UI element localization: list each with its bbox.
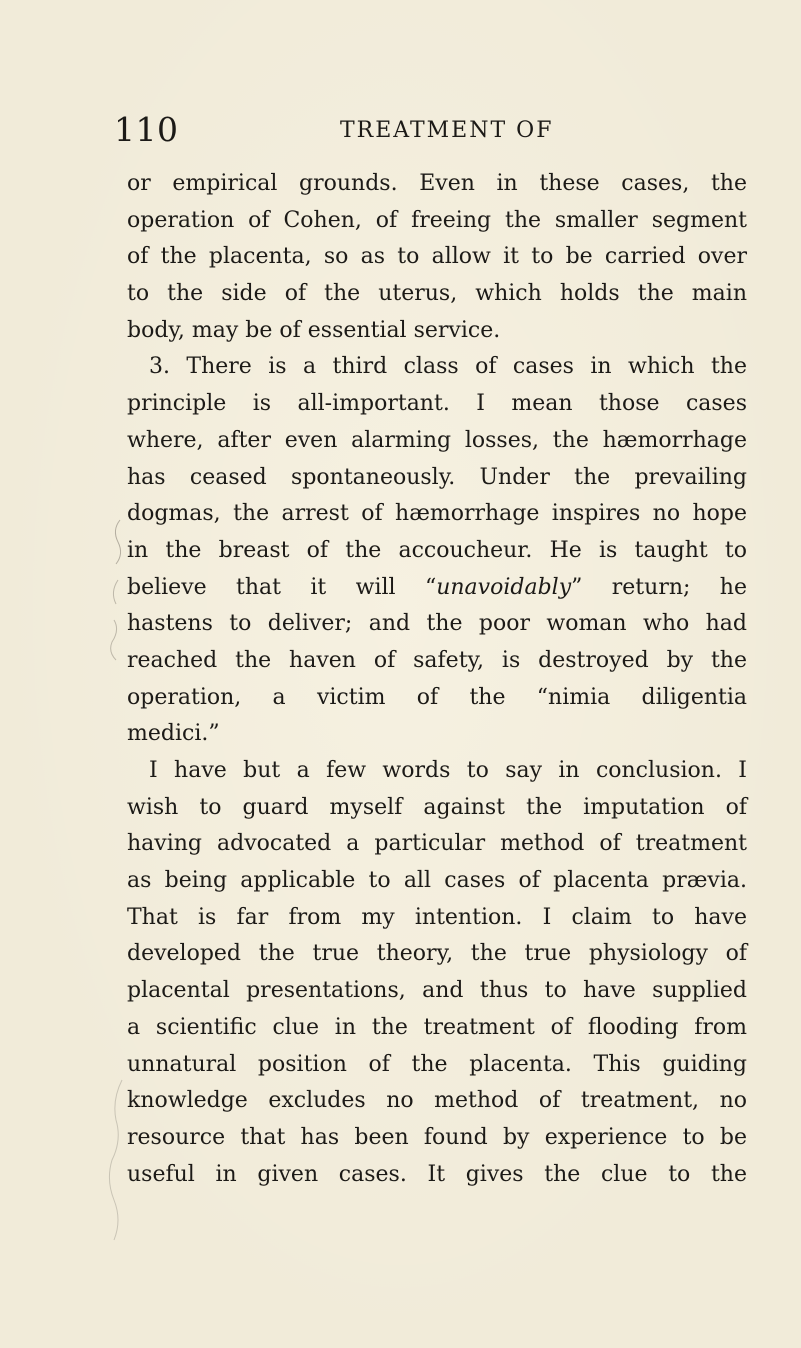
text-line: That is far from my intention. I claim to have — [127, 904, 747, 930]
text-line: has ceased spontaneously. Under the prevailing — [127, 464, 747, 490]
text-line: wish to guard myself against the imputation of — [127, 794, 747, 820]
text-line: where, after even alarming losses, the hæmorrhage — [127, 427, 747, 453]
text-line: or empirical grounds. Even in these cases, the — [127, 171, 747, 196]
text-line: developed the true theory, the true physiology of — [127, 941, 747, 967]
text-line: 3. There is a third class of cases in which the — [149, 354, 747, 380]
text-line: unnatural position of the placenta. This guiding — [127, 1051, 747, 1077]
text-line: I have but a few words to say in conclusion. I — [149, 758, 747, 783]
margin-pencil-marks — [100, 480, 130, 1280]
text-line: having advocated a particular method of treatment — [127, 831, 747, 857]
text-line: a scientific clue in the treatment of flooding from — [127, 1014, 747, 1040]
text-line: as being applicable to all cases of placenta prævia. — [127, 868, 747, 894]
text-line: reached the haven of safety, is destroyed by the — [127, 647, 747, 673]
text-line: hastens to deliver; and the poor woman who had — [127, 611, 747, 637]
text-line: principle is all-important. I mean those cases — [127, 391, 747, 417]
text-line: knowledge excludes no method of treatment, no — [127, 1088, 747, 1114]
italic-word: unavoidably — [436, 574, 572, 600]
text-line: of the placenta, so as to allow it to be carried over — [127, 244, 747, 270]
line-text-after: ” return; he — [571, 574, 747, 600]
text-line: placental presentations, and thus to have supplied — [127, 978, 747, 1004]
text-line: body, may be of essential service. — [127, 317, 501, 343]
text-line-with-italic — [127, 570, 747, 607]
text-line: operation, a victim of the “nimia diligentia — [127, 684, 747, 710]
text-line: in the breast of the accoucheur. He is taught to — [127, 537, 747, 563]
running-head — [114, 108, 730, 152]
text-line: useful in given cases. It gives the clue to the — [127, 1161, 747, 1187]
text-line: dogmas, the arrest of hæmorrhage inspires no hope — [127, 501, 747, 527]
text-line: resource that has been found by experience to be — [127, 1124, 747, 1150]
body-text — [127, 166, 747, 1193]
text-line: operation of Cohen, of freeing the smaller segment — [127, 207, 747, 233]
line-text-before: believe that it will “ — [127, 574, 437, 600]
running-title: TREATMENT OF — [340, 118, 554, 143]
text-line: medici.” — [127, 721, 220, 747]
text-line: to the side of the uterus, which holds the main — [127, 281, 747, 307]
page-number: 110 — [114, 110, 179, 149]
